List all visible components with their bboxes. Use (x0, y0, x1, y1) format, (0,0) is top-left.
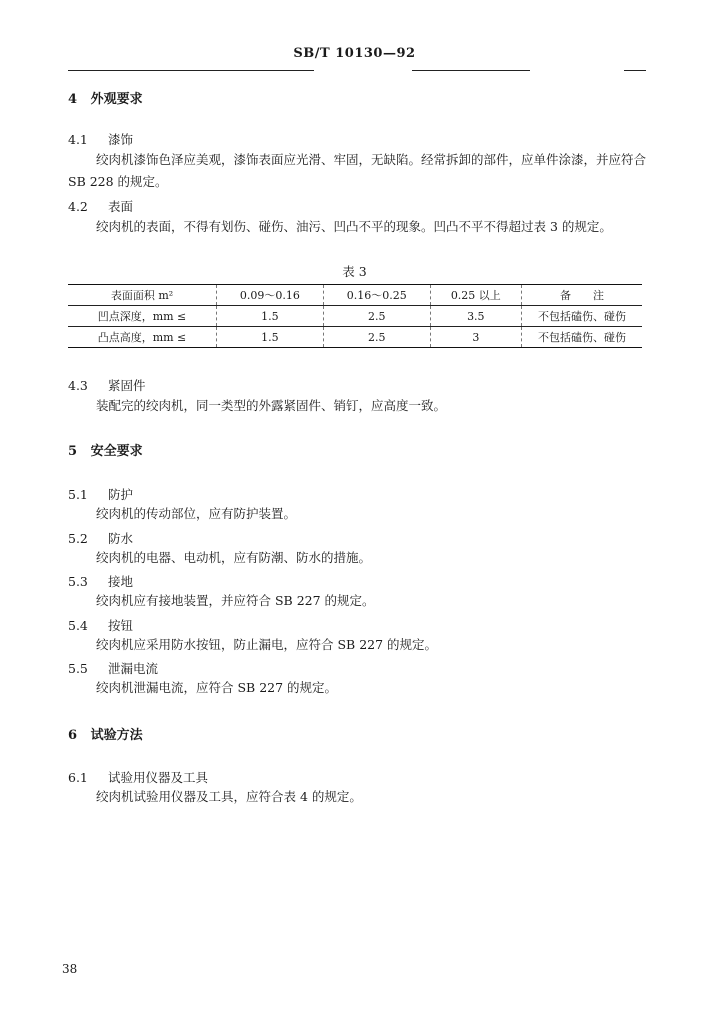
table-row (68, 327, 642, 348)
subsection-title: 泄漏电流 (108, 661, 159, 676)
subsection-5-5-text: 绞肉机泄漏电流，应符合 SB 227 的规定。 (96, 680, 338, 695)
subsection-number: 5.2 (68, 531, 88, 546)
subsection-number: 4.3 (68, 378, 88, 393)
subsection-4-2-heading (68, 197, 133, 215)
subsection-5-2-text: 绞肉机的电器、电动机，应有防潮、防水的措施。 (96, 550, 372, 565)
section-6-heading (68, 724, 143, 743)
table-row (68, 306, 642, 327)
table-cell: 不包括磕伤、碰伤 (522, 327, 643, 348)
table-header-cell: 备 注 (522, 285, 643, 306)
subsection-5-1-heading (68, 485, 133, 503)
table-cell: 1.5 (217, 327, 324, 348)
subsection-number: 5.5 (68, 661, 88, 676)
table-cell: 凹点深度，mm ≤ (68, 306, 217, 327)
table-cell: 2.5 (323, 306, 430, 327)
subsection-number: 5.3 (68, 574, 88, 589)
table-3 (68, 284, 642, 348)
section-number: 6 (68, 728, 78, 743)
table-header-cell: 0.25 以上 (430, 285, 521, 306)
subsection-title: 防护 (108, 487, 134, 502)
subsection-title: 接地 (108, 574, 134, 589)
subsection-title: 防水 (108, 531, 134, 546)
subsection-title: 表面 (108, 199, 134, 214)
subsection-5-4-text: 绞肉机应采用防水按钮，防止漏电，应符合 SB 227 的规定。 (96, 637, 438, 652)
subsection-5-3-heading (68, 572, 133, 590)
header-rule-middle (412, 70, 530, 71)
section-number: 4 (68, 92, 78, 107)
subsection-4-1-heading (68, 130, 133, 148)
header-rule-right (624, 70, 646, 71)
subsection-title: 按钮 (108, 618, 134, 633)
subsection-5-2-heading (68, 529, 133, 547)
subsection-6-1-heading (68, 768, 208, 786)
subsection-number: 5.4 (68, 618, 88, 633)
section-4-heading (68, 88, 143, 107)
subsection-4-3-heading (68, 376, 146, 394)
subsection-5-4-heading (68, 616, 133, 634)
subsection-6-1-text: 绞肉机试验用仪器及工具，应符合表 4 的规定。 (96, 789, 362, 804)
subsection-title: 试验用仪器及工具 (108, 770, 209, 785)
section-title: 试验方法 (90, 728, 143, 743)
subsection-number: 4.2 (68, 199, 88, 214)
subsection-4-3-text: 装配完的绞肉机，同一类型的外露紧固件、销钉，应高度一致。 (96, 398, 447, 413)
table-header-cell: 0.09～0.16 (217, 285, 324, 306)
subsection-number: 4.1 (68, 132, 88, 147)
subsection-number: 6.1 (68, 770, 88, 785)
section-5-heading (68, 440, 143, 459)
page-number: 38 (62, 962, 78, 976)
subsection-title: 漆饰 (108, 132, 134, 147)
table-header-cell: 表面面积 m² (68, 285, 217, 306)
section-title: 外观要求 (90, 92, 143, 107)
subsection-4-1-text: 绞肉机漆饰色泽应美观，漆饰表面应光滑、牢固，无缺陷。经常拆卸的部件，应单件涂漆，并应符合 SB 228 的规定。 (68, 152, 647, 189)
table-cell: 3 (430, 327, 521, 348)
table-cell: 凸点高度，mm ≤ (68, 327, 217, 348)
subsection-number: 5.1 (68, 487, 88, 502)
section-number: 5 (68, 444, 78, 459)
table-cell: 3.5 (430, 306, 521, 327)
table-cell: 不包括磕伤、碰伤 (522, 306, 643, 327)
subsection-title: 紧固件 (108, 378, 146, 393)
header-rule-left (68, 70, 314, 71)
subsection-4-2-text: 绞肉机的表面，不得有划伤、碰伤、油污、凹凸不平的现象。凹凸不平不得超过表 3 的规定。 (96, 219, 612, 234)
table-cell: 1.5 (217, 306, 324, 327)
subsection-5-1-text: 绞肉机的传动部位，应有防护装置。 (96, 506, 297, 521)
subsection-5-3-text: 绞肉机应有接地装置，并应符合 SB 227 的规定。 (96, 593, 375, 608)
table-cell: 2.5 (323, 327, 430, 348)
table-header-row (68, 285, 642, 306)
table-3-caption: 表 3 (342, 264, 367, 279)
subsection-5-5-heading (68, 659, 158, 677)
section-title: 安全要求 (90, 444, 143, 459)
table-header-cell: 0.16～0.25 (323, 285, 430, 306)
document-code: SB/T 10130—92 (293, 46, 416, 61)
